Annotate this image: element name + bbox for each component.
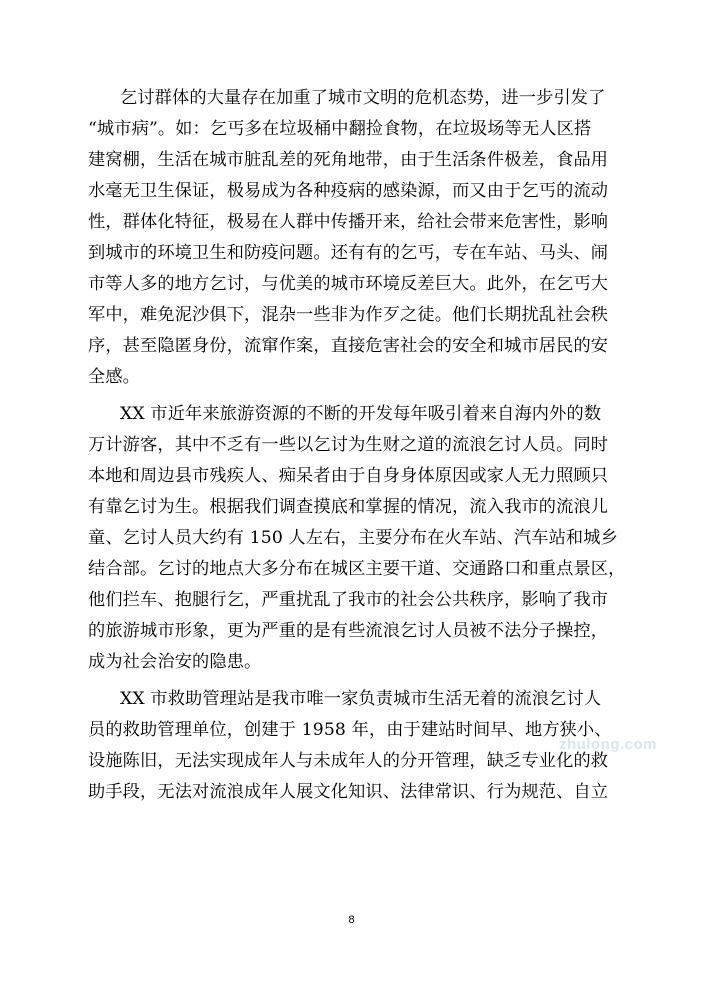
paragraph-1-line: 水毫无卫生保证，极易成为各种疫病的感染源，而又由于乞丐的流动 (88, 181, 609, 201)
paragraph-1-line: 序，甚至隐匿身份，流窜作案，直接危害社会的安全和城市居民的安 (88, 336, 609, 356)
page-number: 8 (348, 914, 355, 926)
paragraph-3-line: 设施陈旧，无法实现成年人与未成年人的分开管理，缺乏专业化的救 (88, 751, 609, 771)
paragraph-2-line: 本地和周边县市残疾人、痴呆者由于自身身体原因或家人无力照顾只 (88, 466, 609, 486)
paragraph-3-line: XX 市救助管理站是我市唯一家负责城市生活无着的流浪乞讨人 (120, 689, 602, 709)
watermark: zhulong.com (559, 736, 657, 753)
paragraph-2-line: XX 市近年来旅游资源的不断的开发每年吸引着来自海内外的数 (120, 404, 602, 424)
paragraph-2-line: 他们拦车、抱腿行乞，严重扰乱了我市的社会公共秩序，影响了我市 (88, 590, 609, 610)
paragraph-2-line: 万计游客，其中不乏有一些以乞讨为生财之道的流浪乞讨人员。同时 (88, 435, 609, 455)
paragraph-2-line: 有靠乞讨为生。根据我们调查摸底和掌握的情况，流入我市的流浪儿 (88, 497, 609, 517)
paragraph-1-line: 军中，难免泥沙俱下，混杂一些非为作歹之徒。他们长期扰乱社会秩 (88, 305, 609, 325)
paragraph-2-line: 童、乞讨人员大约有 150 人左右，主要分布在火车站、汽车站和城乡 (88, 528, 618, 548)
paragraph-1-line: “城市病”。如：乞丐多在垃圾桶中翻捡食物，在垃圾场等无人区搭 (88, 119, 592, 139)
paragraph-2-line: 结合部。乞讨的地点大多分布在城区主要干道、交通路口和重点景区， (88, 559, 626, 579)
paragraph-1-line: 全感。 (88, 367, 141, 387)
paragraph-1-line: 建窝棚，生活在城市脏乱差的死角地带，由于生活条件极差，食品用 (88, 150, 609, 170)
paragraph-2-line: 成为社会治安的隐患。 (88, 652, 262, 672)
paragraph-1-line: 到城市的环境卫生和防疫问题。还有有的乞丐，专在车站、马头、闹 (88, 243, 609, 263)
paragraph-1-line: 性，群体化特征，极易在人群中传播开来，给社会带来危害性，影响 (88, 212, 609, 232)
paragraph-3-line: 员的救助管理单位，创建于 1958 年，由于建站时间早、地方狭小、 (88, 720, 612, 740)
paragraph-1-line: 乞讨群体的大量存在加重了城市文明的危机态势，进一步引发了 (120, 88, 606, 108)
paragraph-3-line: 助手段，无法对流浪成年人展文化知识、法律常识、行为规范、自立 (88, 782, 609, 802)
paragraph-2-line: 的旅游城市形象，更为严重的是有些流浪乞讨人员被不法分子操控， (88, 621, 609, 641)
paragraph-1-line: 市等人多的地方乞讨，与优美的城市环境反差巨大。此外，在乞丐大 (88, 274, 609, 294)
